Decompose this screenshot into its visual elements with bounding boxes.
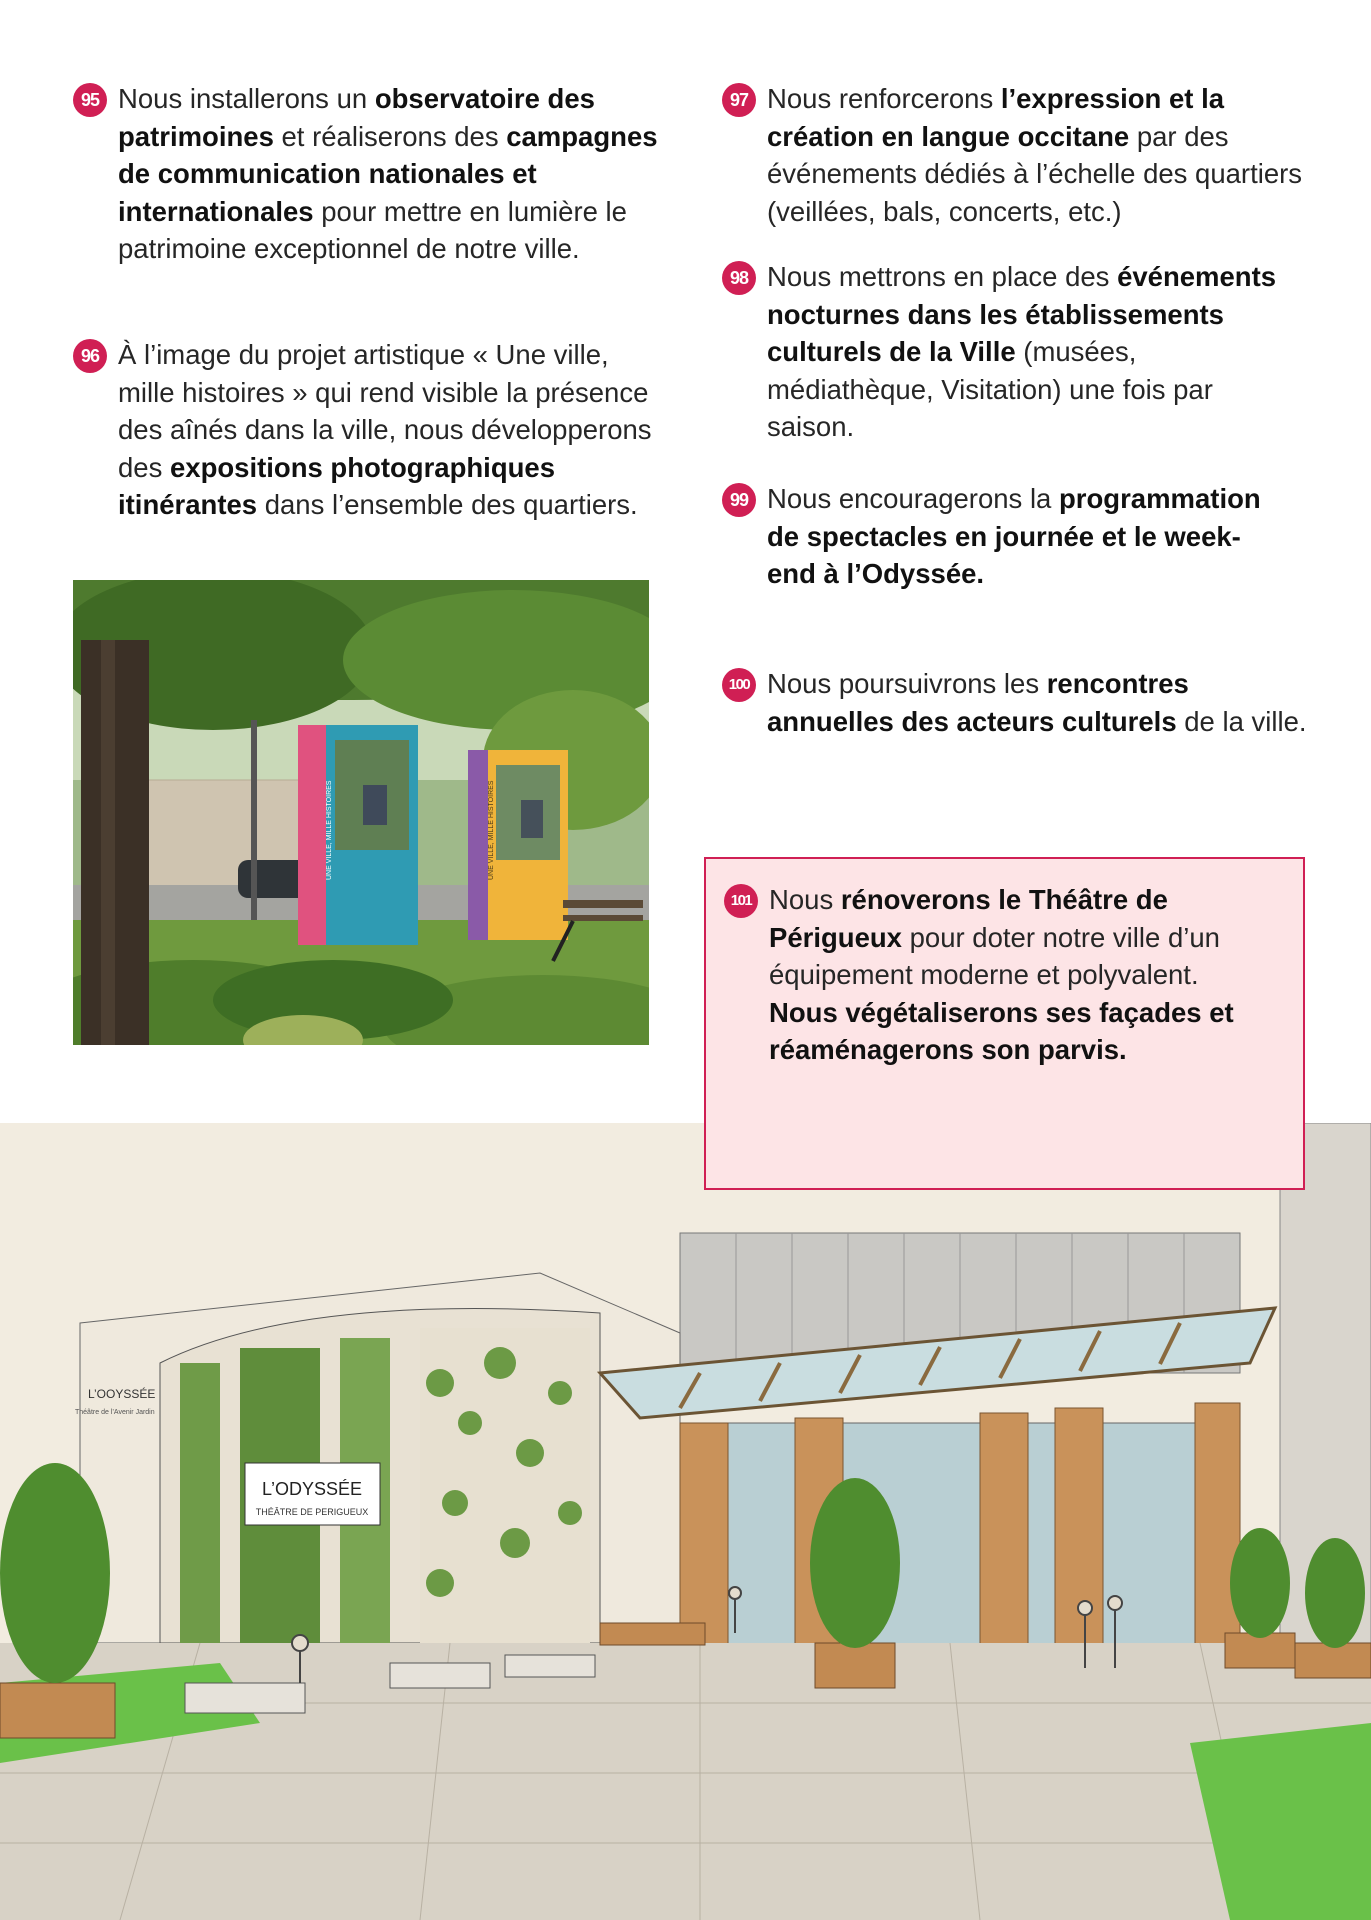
body-text: Nous encouragerons la [767, 483, 1059, 514]
body-text: À l’image du projet artistique « Une ville, mille histoires » qui rend visible la présence des aînés dans la ville, nous développerons des [118, 339, 652, 483]
item-text [118, 339, 652, 520]
item-number-badge: 100 [722, 668, 756, 702]
item-number-badge: 101 [724, 884, 758, 918]
emphasis-text: l’expression et la création en langue occitane [767, 83, 1225, 152]
emphasis-text: rénoverons le Théâtre de Périgueux [769, 884, 1168, 953]
side-sign: L’OOYSSÉE [88, 1387, 156, 1401]
exhibition-photo [73, 580, 649, 1045]
item-98 [729, 258, 1297, 446]
theatre-sign-subtitle: THÉÂTRE DE PERIGUEUX [255, 1507, 369, 1517]
item-95 [80, 80, 658, 268]
item-number-badge: 96 [73, 339, 107, 373]
panel-label-left: UNE VILLE, MILLE HISTOIRES [326, 780, 333, 880]
emphasis-text: programmation de spectacles en journée et le week-end à l’Odyssée. [767, 483, 1261, 589]
item-100 [728, 665, 1317, 740]
item-text [767, 261, 1276, 442]
body-text: et réaliserons des [273, 120, 507, 152]
emphasis-text: Nous végétaliserons ses façades et réaménagerons son parvis. [769, 996, 1234, 1065]
theatre-sign: L’ODYSSÉE [261, 1479, 363, 1499]
item-97 [729, 80, 1317, 230]
item-96 [80, 336, 663, 524]
item-number-badge: 99 [722, 483, 756, 517]
emphasis-text: expositions photographiques itinérantes [118, 451, 555, 520]
item-99 [729, 480, 1267, 593]
body-text: Nous renforcerons [767, 83, 1001, 114]
highlight-box [704, 857, 1305, 1190]
item-number-badge: 97 [722, 83, 756, 117]
body-text: Nous poursuivrons les [767, 668, 1047, 699]
body-text: Nous installerons un [118, 83, 375, 114]
item-number-badge: 98 [722, 261, 756, 295]
body-text: de la ville. [1176, 705, 1307, 737]
item-101 [730, 881, 1259, 1069]
emphasis-text: campagnes de communication nationales et internationales [118, 120, 658, 227]
body-text: dans l’ensemble des quartiers. [257, 489, 638, 520]
item-text [767, 83, 1302, 227]
theatre-sketch [0, 1123, 1371, 1920]
body-text: pour doter notre ville d’un équipement moderne et polyvalent. [769, 921, 1220, 990]
item-number-badge: 95 [73, 83, 107, 117]
item-text [767, 668, 1307, 737]
body-text: (musées, médiathèque, Visitation) une fois par saison. [767, 336, 1213, 442]
side-sign-subtitle: Théâtre de l’Avenir Jardin [75, 1409, 155, 1416]
panel-label-right: UNE VILLE, MILLE HISTOIRES [488, 780, 495, 880]
body-text: pour mettre en lumière le patrimoine exceptionnel de notre ville. [118, 195, 627, 264]
emphasis-text: rencontres annuelles des acteurs culturels [767, 668, 1189, 737]
emphasis-text: événements nocturnes dans les établissements culturels de la Ville [767, 261, 1277, 367]
item-text [769, 884, 1234, 1065]
body-text: Nous mettrons en place des [767, 261, 1118, 292]
item-text [118, 83, 658, 264]
body-text: par des événements dédiés à l’échelle des quartiers (veillées, bals, concerts, etc.) [767, 120, 1303, 227]
body-text: Nous [769, 884, 841, 915]
item-text [767, 483, 1261, 589]
emphasis-text: observatoire des patrimoines [118, 83, 595, 152]
